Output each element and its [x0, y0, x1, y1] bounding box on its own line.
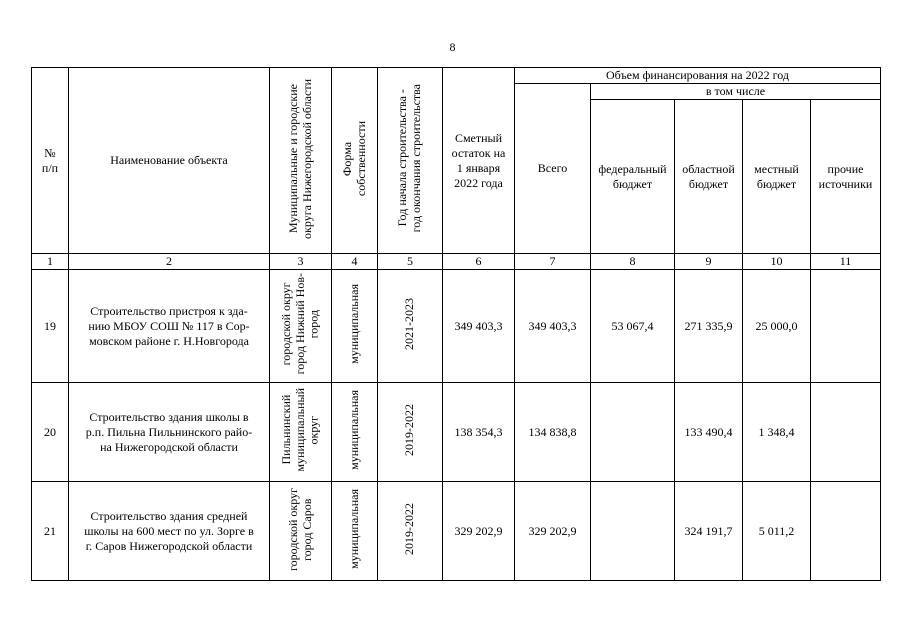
page-number: 8	[449, 40, 456, 54]
row-num: 20	[32, 383, 69, 482]
header-ownership: Форма собственности	[332, 68, 378, 254]
header-local: местный бюджет	[743, 100, 811, 254]
row-regional: 271 335,9	[675, 270, 743, 383]
header-federal: федеральный бюджет	[591, 100, 675, 254]
header-district: Муниципальные и городские округа Нижегородской области	[270, 68, 332, 254]
row-total: 329 202,9	[515, 482, 591, 581]
row-ownership: муниципальная	[332, 270, 378, 383]
col-number: 10	[743, 254, 811, 270]
row-regional: 324 191,7	[675, 482, 743, 581]
row-other	[811, 482, 881, 581]
col-number: 9	[675, 254, 743, 270]
header-balance: Сметный остаток на 1 января 2022 года	[443, 68, 515, 254]
header-num: № п/п	[32, 68, 69, 254]
row-num: 19	[32, 270, 69, 383]
col-number: 7	[515, 254, 591, 270]
header-other: прочие источники	[811, 100, 881, 254]
col-number: 8	[591, 254, 675, 270]
row-district: городской округ город Нижний Нов- город	[270, 270, 332, 383]
row-years: 2019-2022	[378, 482, 443, 581]
header-including: в том числе	[591, 84, 881, 100]
col-number: 2	[69, 254, 270, 270]
row-years: 2021-2023	[378, 270, 443, 383]
header-name: Наименование объекта	[69, 68, 270, 254]
col-number: 5	[378, 254, 443, 270]
col-number: 1	[32, 254, 69, 270]
row-federal	[591, 383, 675, 482]
row-federal	[591, 482, 675, 581]
table-row	[32, 383, 881, 482]
row-name: Строительство здания школы в р.п. Пильна Пильнинского райо- на Нижегородской области	[69, 383, 270, 482]
row-other	[811, 270, 881, 383]
row-total: 349 403,3	[515, 270, 591, 383]
column-numbers-row	[32, 254, 881, 270]
row-federal: 53 067,4	[591, 270, 675, 383]
row-local: 1 348,4	[743, 383, 811, 482]
row-local: 25 000,0	[743, 270, 811, 383]
row-total: 134 838,8	[515, 383, 591, 482]
row-regional: 133 490,4	[675, 383, 743, 482]
header-funding-title: Объем финансирования на 2022 год	[515, 68, 881, 84]
row-years: 2019-2022	[378, 383, 443, 482]
header-total: Всего	[515, 84, 591, 254]
col-number: 4	[332, 254, 378, 270]
row-balance: 349 403,3	[443, 270, 515, 383]
header-row-1	[32, 68, 881, 84]
header-years: Год начала строительства - год окончания строительства	[378, 68, 443, 254]
row-name: Строительство пристроя к зда- нию МБОУ СОШ № 117 в Сор- мовском районе г. Н.Новгорода	[69, 270, 270, 383]
row-other	[811, 383, 881, 482]
row-local: 5 011,2	[743, 482, 811, 581]
table-row	[32, 482, 881, 581]
financing-table	[31, 67, 881, 581]
row-balance: 138 354,3	[443, 383, 515, 482]
header-regional: областной бюджет	[675, 100, 743, 254]
row-balance: 329 202,9	[443, 482, 515, 581]
col-number: 6	[443, 254, 515, 270]
row-ownership: муниципальная	[332, 383, 378, 482]
row-num: 21	[32, 482, 69, 581]
table-row	[32, 270, 881, 383]
row-name: Строительство здания средней школы на 600 мест по ул. Зорге в г. Саров Нижегородской области	[69, 482, 270, 581]
row-ownership: муниципальная	[332, 482, 378, 581]
col-number: 3	[270, 254, 332, 270]
row-district: Пильнинский муниципальный округ	[270, 383, 332, 482]
row-district: городской округ город Саров	[270, 482, 332, 581]
col-number: 11	[811, 254, 881, 270]
